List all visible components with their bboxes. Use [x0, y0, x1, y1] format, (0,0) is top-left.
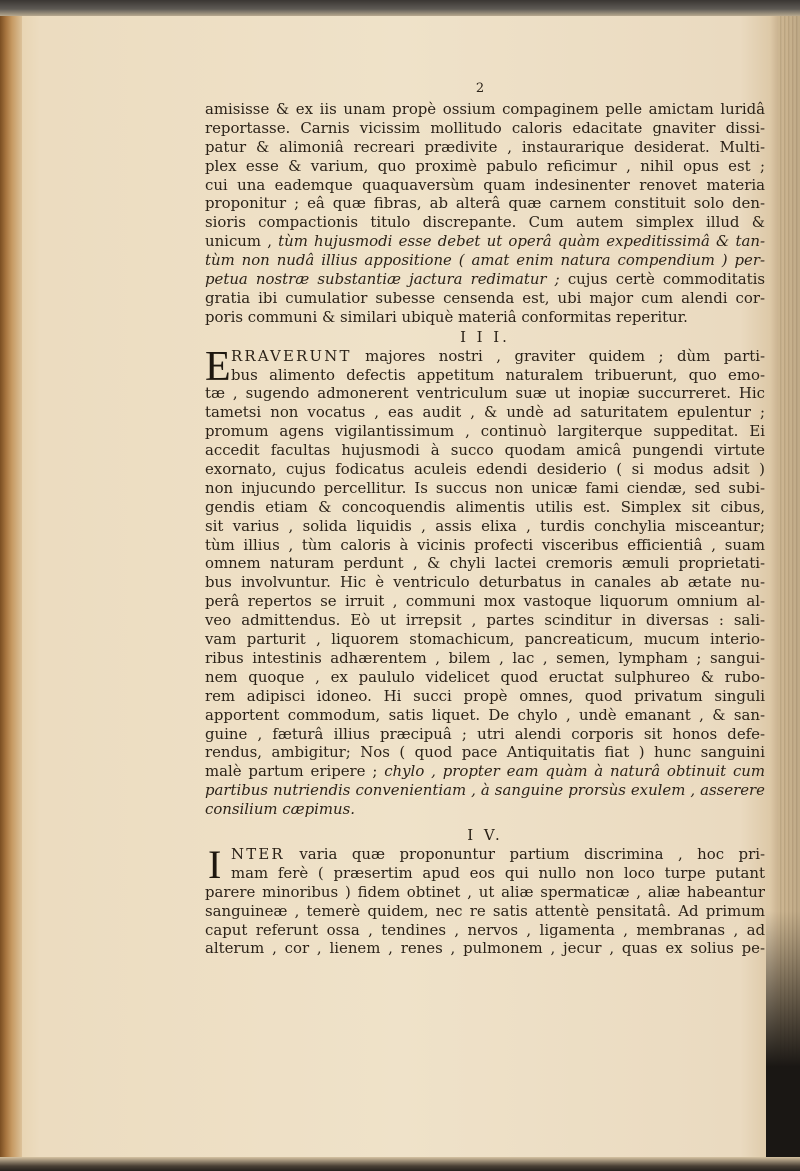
text-line: cui una eademque quaquaversùm quam indesinenter renovet materia: [205, 175, 765, 194]
text-line: bus involvuntur. Hic è ventriculo deturbatus in canales ab ætate nu-: [205, 573, 765, 592]
text-line: guine , fæturâ illius præcipuâ ; utri alendi corporis sit honos defe-: [205, 724, 765, 743]
text-line: consilium cæpimus.: [205, 800, 355, 819]
text-line: exornato, cujus fodicatus aculeis edendi desiderio ( si modus adsit ): [205, 460, 765, 479]
page-bottom-edge: [0, 1157, 800, 1171]
text-line: nem quoque , ex paululo videlicet quod eructat sulphureo & rubo-: [205, 667, 765, 686]
text-line: gendis etiam & concoquendis alimentis utilis est. Simplex sit cibus,: [205, 497, 765, 516]
intro-paragraph: [205, 100, 765, 327]
section-heading-iv: I V.: [467, 825, 503, 844]
text-line: ribus intestinis adhærentem , bilem , lac , semen, lympham ; sangui-: [205, 648, 765, 667]
text-line: caput referunt ossa , tendines , nervos , ligamenta , membranas , ad: [205, 920, 765, 939]
text-line: tùm illius , tùm caloris à vicinis profecti visceribus efficientiâ , suam: [205, 535, 765, 554]
text-line: rem adipisci idoneo. Hi succi propè omnes, quod privatum singuli: [205, 686, 765, 705]
text-line: perâ repertos se irruit , communi mox vastoque liquorum omnium al-: [205, 592, 765, 611]
page-number: 2: [475, 81, 485, 96]
text-line: sioris compactionis titulo discrepante. Cum autem simplex illud &: [205, 213, 765, 232]
lead-word: RRAVERUNT: [231, 346, 352, 365]
text-span: cujus certè commoditatis: [567, 270, 765, 289]
italic-span: chylo , propter eam quàm à naturâ obtinuit cum: [384, 762, 766, 781]
text-line: gratia ibi cumulatior subesse censenda est, ubi major cum alendi cor-: [205, 288, 765, 307]
text-line: alterum , cor , lienem , renes , pulmonem , jecur , quas ex solius pe-: [205, 939, 765, 958]
text-line: veo admittendus. Eò ut irrepsit , partes scinditur in diversas : sali-: [205, 611, 765, 630]
section-heading-iii: I I I.: [460, 327, 510, 346]
text-line: rendus, ambigitur; Nos ( quod pace Antiquitatis fiat ) hunc sanguini: [205, 743, 765, 762]
text-line: plex esse & varium, quo proximè pabulo reficimur , nihil opus est ;: [205, 156, 765, 175]
book-spine-gutter: [0, 16, 22, 1157]
text-line: [205, 232, 765, 251]
text-line: parere minoribus ) fidem obtinet , ut aliæ spermaticæ , aliæ habeantur: [205, 882, 765, 901]
text-line: promum agens vigilantissimum , continuò largiterque suppeditat. Ei: [205, 422, 765, 441]
text-span: unicum ,: [205, 232, 279, 251]
text-line: omnem naturam perdunt , & chyli lactei cremoris æmuli proprietati-: [205, 554, 765, 573]
text-span: varia quæ proponuntur partium discrimina , hoc pri-: [284, 844, 765, 863]
text-line: amisisse & ex iis unam propè ossium compaginem pelle amictam luridâ: [205, 100, 765, 118]
text-line: sanguineæ , temerè quidem, nec re satis attentè pensitatâ. Ad primum: [205, 901, 765, 920]
text-line: accedit facultas hujusmodi à succo quodam amicâ pungendi virtute: [205, 441, 765, 460]
text-line: non injucundo percellitur. Is succus non unicæ fami ciendæ, sed subi-: [205, 478, 765, 497]
text-span: majores nostri , graviter quidem ; dùm parti-: [351, 346, 765, 365]
text-line: patur & alimoniâ recreari prædivite , instaurarique desiderat. Multi-: [205, 137, 765, 156]
text-line: proponitur ; eâ quæ fibras, ab alterâ quæ carnem constituit solo den-: [205, 194, 765, 213]
drop-cap-i: I: [208, 841, 222, 887]
lead-word: NTER: [231, 844, 285, 863]
printed-page: [205, 82, 765, 958]
section-iii-paragraph: [205, 343, 766, 819]
shadow-corner: [766, 911, 800, 1171]
text-line: [231, 347, 765, 366]
text-line: poris communi & similari ubiquè materiâ conformitas reperitur.: [205, 307, 688, 326]
page-top-edge: [0, 0, 800, 16]
text-line: tæ , sugendo admonerent ventriculum suæ ut inopiæ succurreret. Hic: [205, 384, 765, 403]
italic-span: petua nostræ substantiæ jactura redimatur ;: [205, 270, 568, 289]
italic-span: tùm hujusmodi esse debet ut operâ quàm expeditissimâ & tan-: [278, 232, 765, 251]
text-line: sit varius , solida liquidis , assis elixa , turdis conchylia misceantur;: [205, 516, 765, 535]
section-iv-paragraph: [205, 841, 765, 958]
text-line: tametsi non vocatus , eas audit , & undè ad saturitatem epulentur ;: [205, 403, 765, 422]
text-line: vam parturit , liquorem stomachicum, pancreaticum, mucum interio-: [205, 630, 765, 649]
text-line: mam ferè ( præsertim apud eos qui nullo non loco turpe putant: [231, 863, 765, 882]
text-line: [205, 762, 765, 781]
drop-cap-e: E: [205, 343, 231, 390]
text-line: [231, 845, 765, 864]
text-span: malè partum eripere ;: [205, 762, 385, 781]
text-line: reportasse. Carnis vicissim mollitudo caloris edacitate gnaviter dissi-: [205, 118, 765, 137]
text-line: partibus nutriendis convenientiam , à sanguine prorsùs exulem , asserere: [205, 781, 765, 800]
text-line: tùm non nudâ illius appositione ( amat enim natura compendium ) per-: [205, 251, 765, 270]
text-line: bus alimento defectis appetitum naturalem tribuerunt, quo emo-: [231, 365, 765, 384]
text-line: apportent commodum, satis liquet. De chylo , undè emanant , & san-: [205, 705, 765, 724]
text-line: [205, 270, 765, 289]
